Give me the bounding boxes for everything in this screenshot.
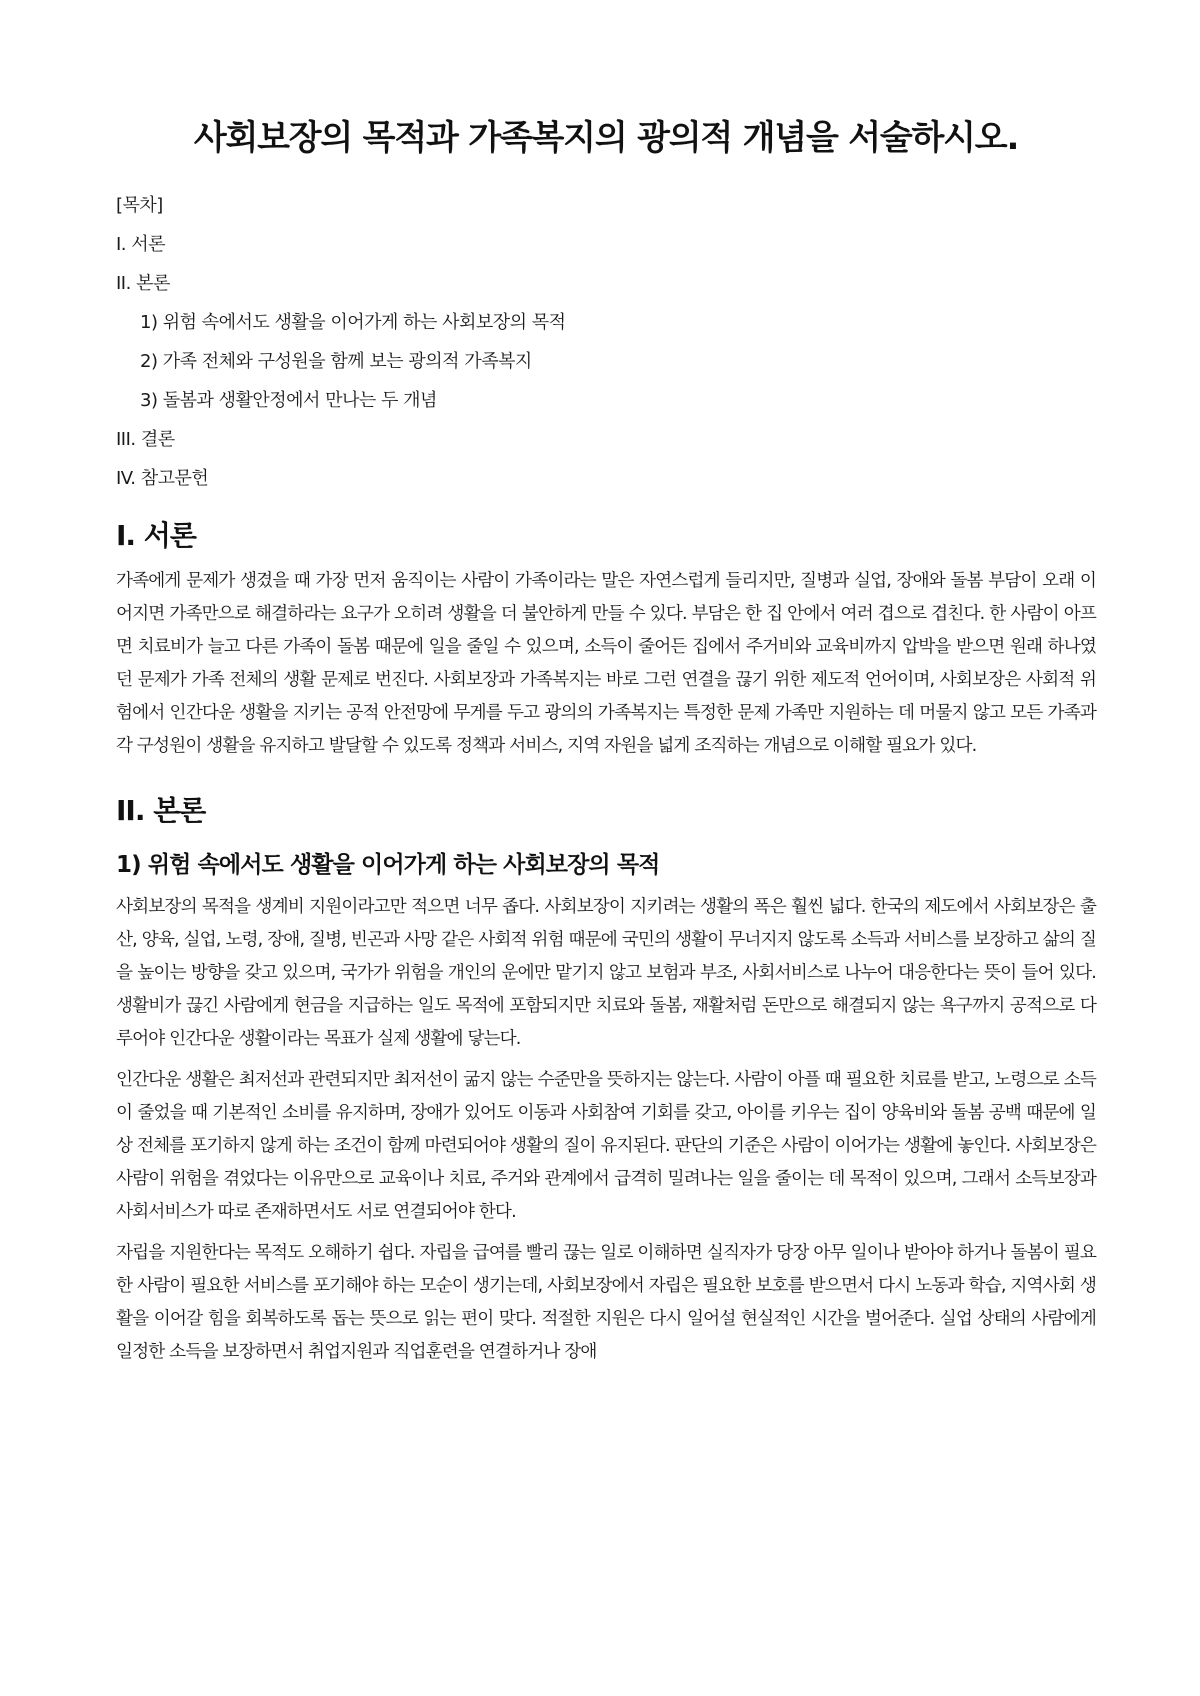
intro-paragraph: 가족에게 문제가 생겼을 때 가장 먼저 움직이는 사람이 가족이라는 말은 자연스럽게 들리지만, 질병과 실업, 장애와 돌봄 부담이 오래 이어지면 가족만으로 해결하라는 요구가 오히려 생활을 더 불안하게 만들 수 있다. 부담은 한 집 안에서 여러 겹으로 겹친다. 한 사람이 아프면 치료비가 늘고 다른 가족이 돌봄 때문에 일을 줄일 수 있으며, 소득이 줄어든 집에서 주거비와 교육비까지 압박을 받으면 원래 하나였던 문제가 가족 전체의 생활 문제로 번진다. 사회보장과 가족복지는 바로 그런 연결을 끊기 위한 제도적 언어이며, 사회보장은 사회적 위험에서 인간다운 생활을 지키는 공적 안전망에 무게를 두고 광의의 가족복지는 특정한 문제 가족만 지원하는 데 머물지 않고 모든 가족과 각 구성원이 생활을 유지하고 발달할 수 있도록 정책과 서비스, 지역 자원을 넓게 조직하는 개념으로 이해할 필요가 있다. bbox=[116, 570, 1096, 756]
intro-heading: I. 서론 bbox=[116, 519, 196, 553]
section-1-paragraph-3: 자립을 지원한다는 목적도 오해하기 쉽다. 자립을 급여를 빨리 끊는 일로 이해하면 실직자가 당장 아무 일이나 받아야 하거나 돌봄이 필요한 사람이 필요한 서비스를 포기해야 하는 모순이 생기는데, 사회보장에서 자립은 필요한 보호를 받으면서 다시 노동과 학습, 지역사회 생활을 이어갈 힘을 회복하도록 돕는 뜻으로 읽는 편이 맞다. 적절한 지원은 다시 일어설 현실적인 시간을 벌어준다. 실업 상태의 사람에게 일정한 소득을 보장하면서 취업지원과 직업훈련을 연결하거나 장애 bbox=[116, 1242, 1096, 1362]
table-of-contents bbox=[116, 186, 1096, 498]
section-1-heading: 1) 위험 속에서도 생활을 이어가게 하는 사회보장의 목적 bbox=[116, 851, 660, 878]
section-1-paragraph-2: 인간다운 생활은 최저선과 관련되지만 최저선이 굶지 않는 수준만을 뜻하지는 않는다. 사람이 아플 때 필요한 치료를 받고, 노령으로 소득이 줄었을 때 기본적인 소비를 유지하며, 장애가 있어도 이동과 사회참여 기회를 갖고, 아이를 키우는 집이 양육비와 돌봄 공백 때문에 일상 전체를 포기하지 않게 하는 조건이 함께 마련되어야 생활의 질이 유지된다. 판단의 기준은 사람이 이어가는 생활에 놓인다. 사회보장은 사람이 위험을 겪었다는 이유만으로 교육이나 치료, 주거와 관계에서 급격히 밀려나는 일을 줄이는 데 목적이 있으며, 그래서 소득보장과 사회서비스가 따로 존재하면서도 서로 연결되어야 한다. bbox=[116, 1069, 1096, 1222]
toc-item-intro: I. 서론 bbox=[116, 234, 166, 256]
document-title: 사회보장의 목적과 가족복지의 광의적 개념을 서술하시오. bbox=[193, 118, 1019, 158]
body-heading: II. 본론 bbox=[116, 793, 206, 827]
toc-item-body: II. 본론 bbox=[116, 273, 170, 295]
toc-item-conclusion: III. 결론 bbox=[116, 429, 175, 451]
toc-item-body-section-2: 2) 가족 전체와 구성원을 함께 보는 광의적 가족복지 bbox=[140, 351, 532, 373]
toc-heading: [목차] bbox=[116, 195, 163, 217]
toc-item-body-section-1: 1) 위험 속에서도 생활을 이어가게 하는 사회보장의 목적 bbox=[140, 312, 566, 334]
section-1-paragraph-1: 사회보장의 목적을 생계비 지원이라고만 적으면 너무 좁다. 사회보장이 지키려는 생활의 폭은 훨씬 넓다. 한국의 제도에서 사회보장은 출산, 양육, 실업, 노령, 장애, 질병, 빈곤과 사망 같은 사회적 위험 때문에 국민의 생활이 무너지지 않도록 소득과 서비스를 보장하고 삶의 질을 높이는 방향을 갖고 있으며, 국가가 위험을 개인의 운에만 맡기지 않고 보험과 부조, 사회서비스로 나누어 대응한다는 뜻이 들어 있다. 생활비가 끊긴 사람에게 현금을 지급하는 일도 목적에 포함되지만 치료와 돌봄, 재활처럼 돈만으로 해결되지 않는 욕구까지 공적으로 다루어야 인간다운 생활이라는 목표가 실제 생활에 닿는다. bbox=[116, 896, 1096, 1049]
toc-item-references: IV. 참고문헌 bbox=[116, 468, 209, 490]
toc-item-body-section-3: 3) 돌봄과 생활안정에서 만나는 두 개념 bbox=[140, 390, 437, 412]
